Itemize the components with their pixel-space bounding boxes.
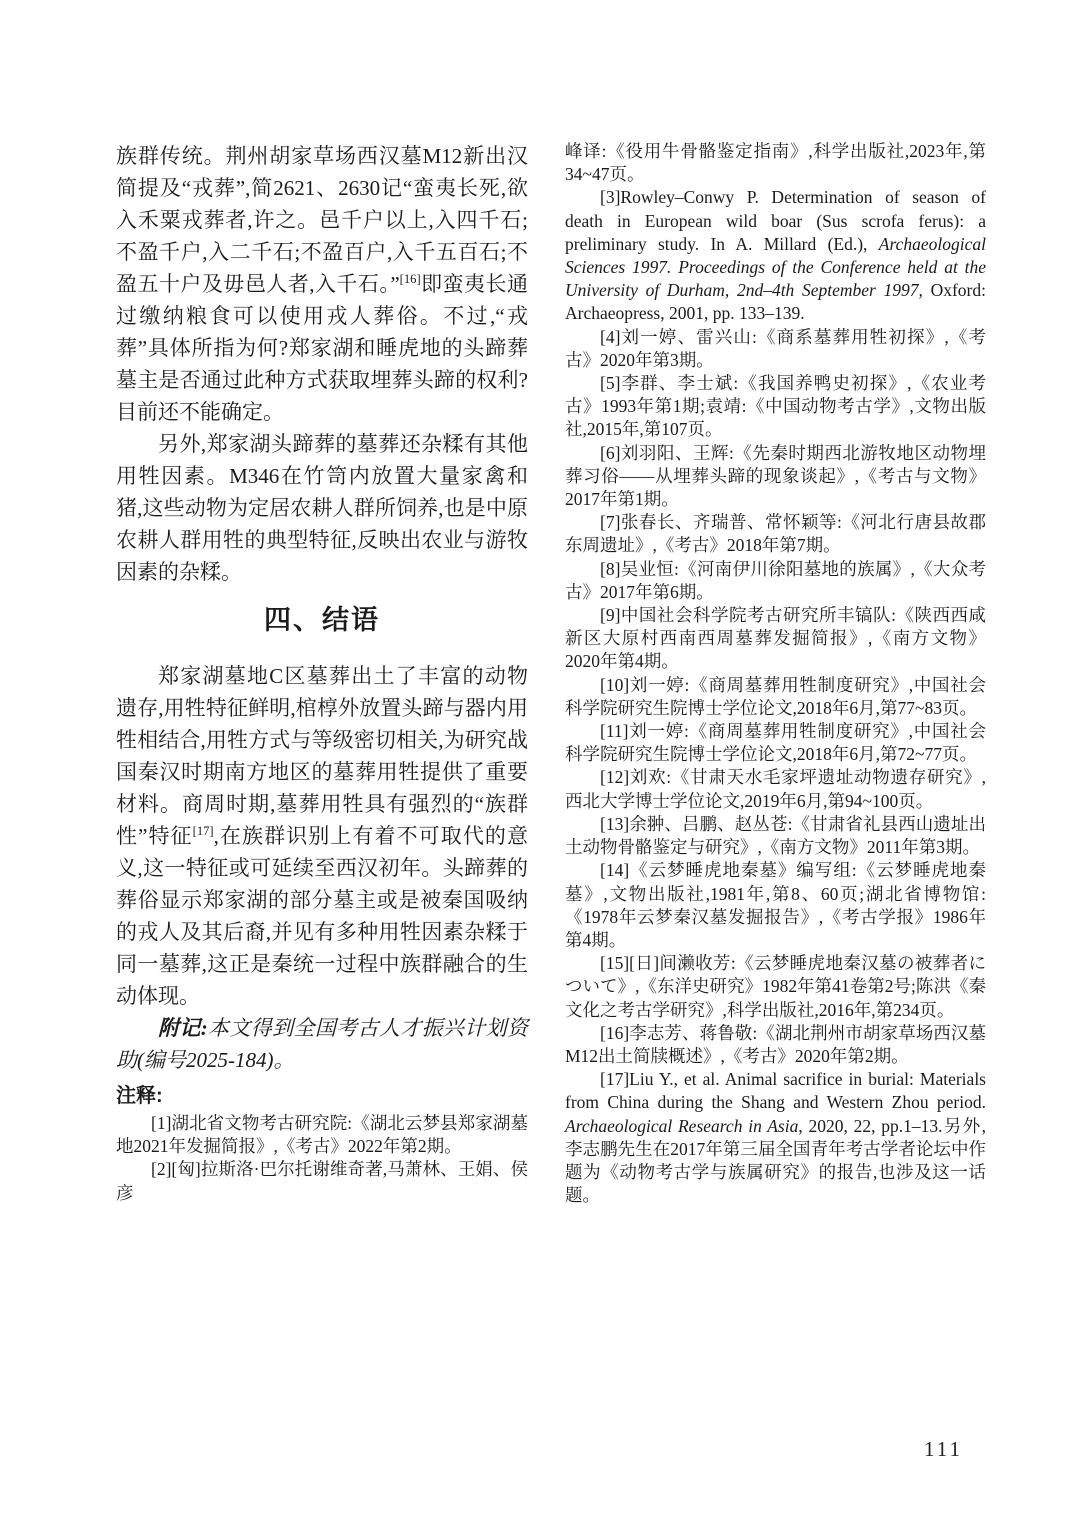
text-run: , 2020, 22, pp.1–13.另外,李志鹏先生在2017年第三届全国青年考古学者论坛中作题为《动物考古学与族属研究》的报告,也涉及这一话题。 [565,1115,986,1206]
citation-superscript: [16] [399,272,421,286]
section-heading: 四、结语 [264,605,380,635]
postscript-paragraph [116,1012,528,1076]
text-run: [6]刘羽阳、王辉:《先秦时期西北游牧地区动物埋葬习俗——从埋葬头蹄的现象谈起》,《考古与文物》2017年第1期。 [565,442,986,510]
note-item [565,952,986,1022]
text-run: [17]Liu Y., et al. Animal sacrifice in burial: Materials from China during the Shang and Western Zhou period. [565,1069,986,1113]
text-run: Archaeological Research in Asia [565,1115,799,1136]
text-run: [9]中国社会科学院考古研究所丰镐队:《陕西西咸新区大原村西南西周墓葬发掘简报》,《南方文物》2020年第4期。 [565,605,986,672]
note-item [565,558,986,604]
left-column [116,140,528,1205]
text-run: [10]刘一婷:《商周墓葬用牲制度研究》,中国社会科学院研究生院博士学位论文,2018年6月,第77~83页。 [565,674,986,718]
page-number: 111 [924,1437,963,1461]
note-item [565,140,986,186]
note-item [565,1068,986,1207]
text-run: [15][日]间濑收芳:《云梦睡虎地秦汉墓の被葬者について》,《东洋史研究》1982年第41卷第2号;陈洪《秦文化之考古学研究》,科学出版社,2016年,第234页。 [565,953,986,1020]
text-run: 郑家湖墓地C区墓葬出土了丰富的动物遗存,用牲特征鲜明,棺椁外放置头蹄与器内用牲相结合,用牲方式与等级密切相关,为研究战国秦汉时期南方地区的墓葬用牲提供了重要材料。商周时期,墓葬用牲具有强烈的“族群性”特征 [116,664,528,848]
text-run: 本文得到全国考古人才振兴计划资助(编号2025-184)。 [116,1016,528,1072]
note-item [565,813,986,859]
right-notes-list [565,140,986,1207]
text-run: [11]刘一婷:《商周墓葬用牲制度研究》,中国社会科学院研究生院博士学位论文,2018年6月,第72~77页。 [565,721,986,765]
text-run: ,在族群识别上有着不可取代的意义,这一特征或可延续至西汉初年。头蹄葬的葬俗显示郑家湖的部分墓主或是被秦国吸纳的戎人及其后裔,并见有多种用牲因素杂糅于同一墓葬,这正是秦统一过程中族群融合的生动体现。 [116,824,528,1008]
body-paragraph [116,428,528,588]
text-run: 即蛮夷长通过缴纳粮食可以使用戎人葬俗。不过,“戎葬”具体所指为何?郑家湖和睡虎地的头蹄葬墓主是否通过此种方式获取埋葬头蹄的权利?目前还不能确定。 [116,272,528,424]
notes-heading: 注释: [116,1085,163,1107]
text-run: [5]李群、李士斌:《我国养鸭史初探》,《农业考古》1993年第1期;袁靖:《中国动物考古学》,文物出版社,2015年,第107页。 [565,373,986,440]
note-item [565,859,986,952]
text-run: [4]刘一婷、雷兴山:《商系墓葬用牲初探》,《考古》2020年第3期。 [565,326,986,370]
text-run: [16]李志芳、蒋鲁敬:《湖北荆州市胡家草场西汉墓M12出土简牍概述》,《考古》2020年第2期。 [565,1022,986,1066]
left-notes-list [116,1112,528,1205]
note-item [565,1022,986,1068]
text-run: 附记: [158,1016,208,1040]
note-item [565,604,986,674]
note-item [565,442,986,512]
note-item [565,372,986,442]
note-item [565,511,986,557]
note-item [116,1112,528,1158]
note-item [565,766,986,812]
note-item [565,720,986,766]
text-run: Archaeological Sciences 1997. Proceedings of the Conference held at the University of Durham, 2nd–4th September 1997, [565,233,986,301]
text-run: [7]张春长、齐瑞普、常怀颖等:《河北行唐县故郡东周遗址》,《考古》2018年第7期。 [565,512,986,556]
text-run: [1]湖北省文物考古研究院:《湖北云梦县郑家湖墓地2021年发掘简报》,《考古》2022年第2期。 [116,1113,528,1157]
text-run: [14]《云梦睡虎地秦墓》编写组:《云梦睡虎地秦墓》,文物出版社,1981年,第8、60页;湖北省博物馆:《1978年云梦秦汉墓发掘报告》,《考古学报》1986年第4期。 [565,860,986,950]
text-run: [13]余翀、吕鹏、赵丛苍:《甘肃省礼县西山遗址出土动物骨骼鉴定与研究》,《南方文物》2011年第3期。 [565,813,986,858]
text-run: [8]吴业恒:《河南伊川徐阳墓地的族属》,《大众考古》2017年第6期。 [565,558,986,602]
text-run: [3]Rowley–Conwy P. Determination of season of death in European wild boar (Sus scrofa ferus): a preliminary study. In A. Millard (Ed.), [565,187,986,254]
text-run: 族群传统。荆州胡家草场西汉墓M12新出汉简提及“戎葬”,简2621、2630记“蛮夷长死,欲入禾粟戎葬者,许之。邑千户以上,入四千石;不盈千户,入二千石;不盈百户,入千五百石;不盈五十户及毋邑人者,入千石。” [116,144,528,296]
note-item [565,674,986,720]
note-item [565,186,986,325]
text-run: [12]刘欢:《甘肃天水毛家坪遗址动物遗存研究》,西北大学博士学位论文,2019年6月,第94~100页。 [565,767,986,811]
right-column [565,140,986,1207]
conclusion-paragraph [116,660,528,1012]
note-item [116,1158,528,1204]
text-run: Oxford: Archaeopress, 2001, pp. 133–139. [565,280,986,324]
text-run: 峰译:《役用牛骨骼鉴定指南》,科学出版社,2023年,第34~47页。 [565,141,986,185]
body-paragraph-continued [116,140,528,428]
note-item [565,326,986,372]
citation-superscript: [17] [192,824,214,838]
text-run: 另外,郑家湖头蹄葬的墓葬还杂糅有其他用牲因素。M346在竹笥内放置大量家禽和猪,这些动物为定居农耕人群所饲养,也是中原农耕人群用牲的典型特征,反映出农业与游牧因素的杂糅。 [116,432,528,584]
text-run: [2][匈]拉斯洛·巴尔托谢维奇著,马萧林、王娟、侯彦 [116,1159,528,1203]
